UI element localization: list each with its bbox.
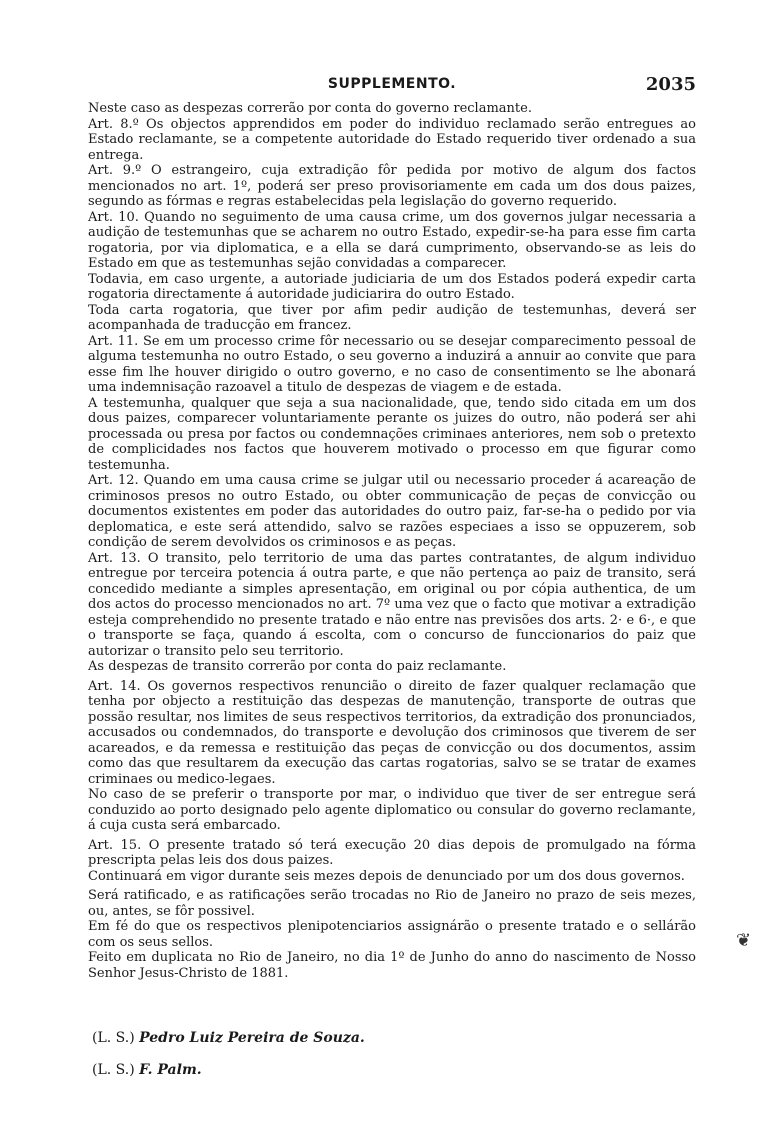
paragraph: No caso de se preferir o transporte por mar, o individuo que tiver de ser entregue será conduzido ao porto designado pelo agente diplomatico ou consular do governo reclamante, á cuja custa será embarcado. [88,787,696,833]
seal-mark: (L. S.) [92,1062,135,1078]
paragraph: As despezas de transito correrão por conta do paiz reclamante. [88,659,507,674]
paragraph: Neste caso as despezas correrão por conta do governo reclamante. [88,101,532,116]
paragraph: Toda carta rogatoria, que tiver por afim pedir audição de testemunhas, deverá ser acompanhada de traducção em francez. [88,302,696,333]
paragraph: Em fé do que os respectivos plenipotenciarios assignárão o presente tratado e o sellárão com os seus sellos. [88,919,696,950]
paragraph: Art. 12. Quando em uma causa crime se julgar util ou necessario proceder á acareação de criminosos presos no outro Estado, ou obter communicação de peças de convicção ou documentos existentes em poder das autoridades do outro paiz, far-se-ha o pedido por via deplomatica, e este será attendido, salvo se razões especiaes a isso se oppuzerem, sob condição de serem devolvidos os criminosos e as peças. [88,473,696,550]
margin-mark-icon: ❦ [736,930,752,951]
page-header [88,74,696,96]
running-title: SUPPLEMENTO. [327,76,457,92]
paragraph: Todavia, em caso urgente, a autoriade judiciaria de um dos Estados poderá expedir carta rogatoria directamente á autoridade judiciarira do outro Estado. [88,271,696,302]
paragraph: Art. 10. Quando no seguimento de uma causa crime, um dos governos julgar necessaria a audição de testemunhas que se acharem no outro Estado, expedir-se-ha para esse fim carta rogatoria, por via diplomatica, e a ella se dará cumprimento, observando-se as leis do Estado em que as testemunhas sejão convidadas a comparecer. [88,209,696,271]
paragraph: Art. 14. Os governos respectivos renuncião o direito de fazer qualquer reclamação que tenha por objecto a restituição das despezas de manutenção, transporte de outras que possão resultar, nos limites de seus respectivos territorios, da extradição dos pronunciados, accusados ou condemnados, do transporte e devolução dos criminosos que tiverem de ser acareados, e da remessa e restituição das peças de convicção ou dos documentos, assim como das que resultarem da execução das cartas rogatorias, salvo se se tratar de exames criminaes ou medico-legaes. [88,678,696,787]
paragraph: Art. 11. Se em um processo crime fôr necessario ou se desejar comparecimento pessoal de alguma testemunha no outro Estado, o seu governo a induzirá a annuir ao convite que para esse fim lhe houver dirigido o outro governo, e no caso de consentimento se lhe abonará uma indemnisação razoavel a titulo de despezas de viagem e de estada. [88,333,696,395]
paragraph: Continuará em vigor durante seis mezes depois de denunciado por um dos dous governos. [88,868,685,884]
paragraph: Será ratificado, e as ratificações serão trocadas no Rio de Janeiro no prazo de seis mezes, ou, antes, se fôr possivel. [88,888,696,919]
paragraph: Art. 13. O transito, pelo territorio de uma das partes contratantes, de algum individuo entregue por terceira potencia á outra parte, e que não pertença ao paiz de transito, será concedido mediante a simples apresentação, em original ou por cópia authentica, de um dos actos do processo mencionados no art. 7º uma vez que o facto que motivar a extradição esteja comprehendido no presente tratado e não entre nas previsões dos arts. 2· e 6·, e que o transporte se faça, quando á escolta, com o concurso de funccionarios do paiz que autorizar o transito pelo seu territorio. [88,550,696,659]
paragraph: Art. 8.º Os objectos apprendidos em poder do individuo reclamado serão entregues ao Estado reclamante, se a competente autoridade do Estado requerido tiver ordenado a sua entrega. [88,116,696,163]
paragraph: Feito em duplicata no Rio de Janeiro, no dia 1º de Junho do anno do nascimento de Nosso Senhor Jesus-Christo de 1881. [88,950,696,981]
seal-mark: (L. S.) [92,1030,135,1046]
paragraph: Art. 15. O presente tratado só terá execução 20 dias depois de promulgado na fórma prescripta pelas leis dos dous paizes. [88,837,696,868]
document-body [88,101,696,981]
page-number: 2035 [645,74,696,95]
signatory-name: Pedro Luiz Pereira de Souza. [139,1030,365,1046]
paragraph: Art. 9.º O estrangeiro, cuja extradição fôr pedida por motivo de algum dos factos mencionados no art. 1º, poderá ser preso provisoriamente em cada um dos dous paizes, segundo as fórmas e regras estabelecidas pela legislação do governo requerido. [88,163,696,209]
paragraph: A testemunha, qualquer que seja a sua nacionalidade, que, tendo sido citada em um dos dous paizes, comparecer voluntariamente perante os juizes do outro, não poderá ser ahi processada ou presa por factos ou condemnações criminaes anteriores, nem sob o pretexto de complicidades nos factos que houverem motivado o processo em que figurar como testemunha. [88,395,696,473]
signature-line [92,1030,365,1046]
signatory-name: F. Palm. [139,1062,202,1078]
signature-line [92,1062,202,1078]
